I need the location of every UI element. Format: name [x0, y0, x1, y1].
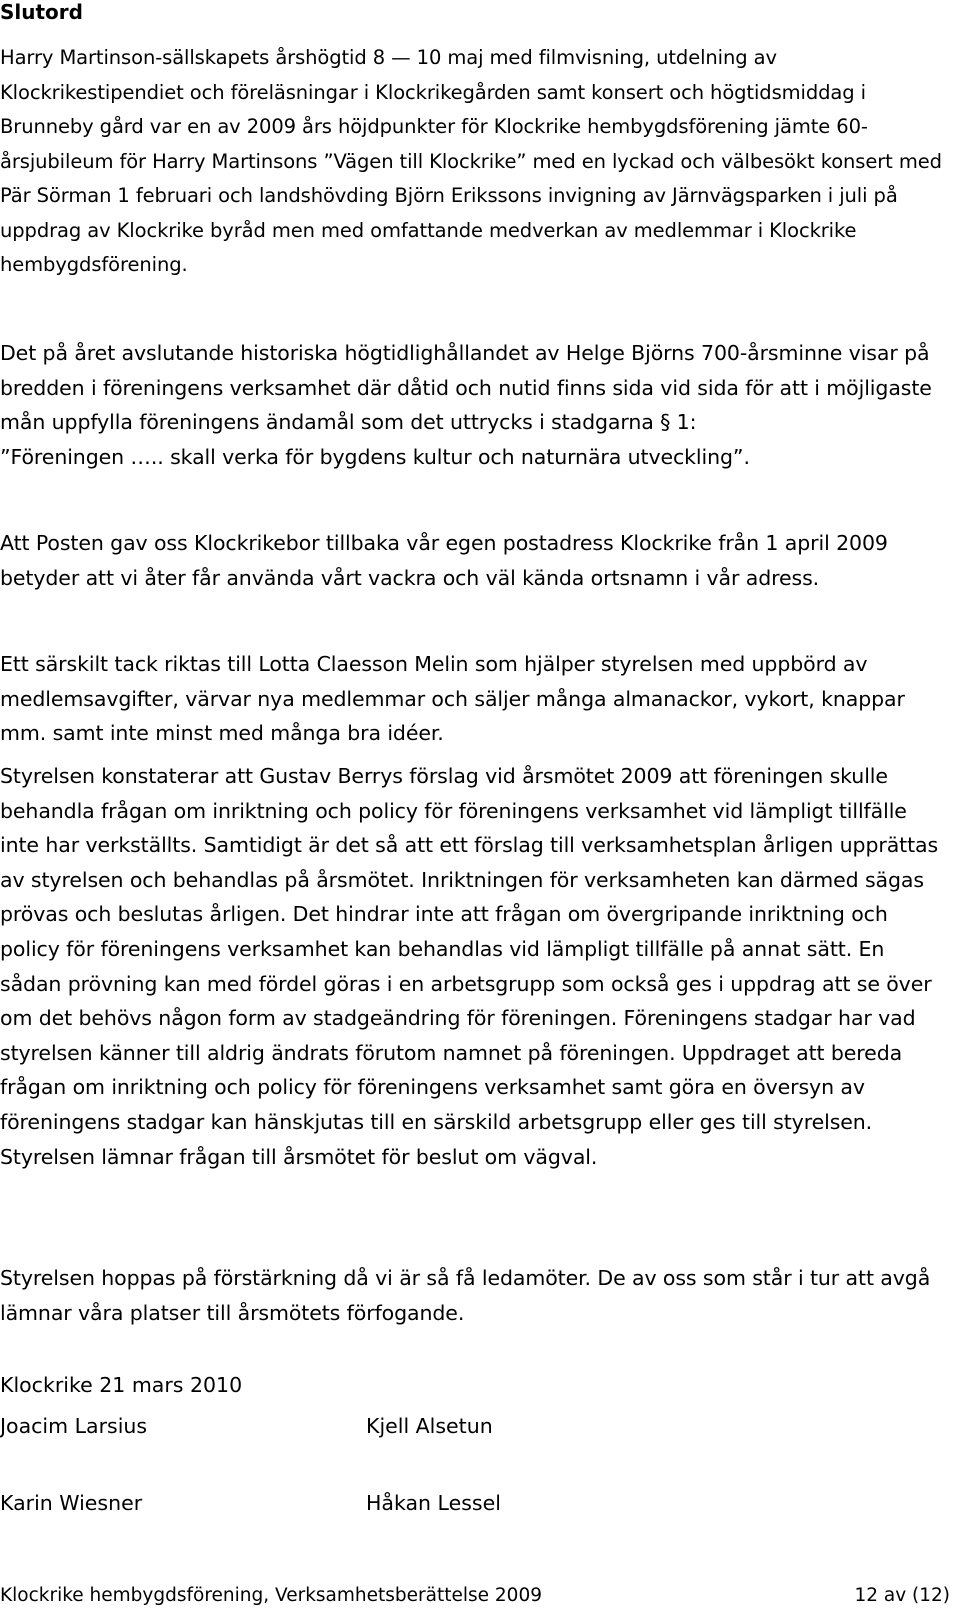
page-heading: Slutord	[0, 0, 83, 24]
footer-title: Klockrike hembygdsförening, Verksamhetsberättelse 2009	[0, 1585, 542, 1606]
signature-name: Kjell Alsetun	[366, 1414, 493, 1438]
signature-name: Håkan Lessel	[366, 1491, 501, 1515]
signature-name: Joacim Larsius	[0, 1414, 148, 1438]
page-footer	[0, 1582, 960, 1610]
place-date: Klockrike 21 mars 2010	[0, 1373, 243, 1397]
page-number: 12 av (12)	[854, 1585, 950, 1606]
paragraph-members: Styrelsen hoppas på förstärkning då vi är så få ledamöter. De av oss som står i tur att avgå lämnar våra platser till årsmötets förfogande.	[0, 1266, 931, 1325]
paragraph-helge-bjorn: Det på året avslutande historiska högtidlighållandet av Helge Björns 700-årsminne visar på bredden i föreningens verksamhet där dåtid och nutid finns sida vid sida för att i möjligaste mån uppfylla föreningens ändamål som det uttrycks i stadgarna § 1: ”Föreningen ….. skall verka för bygdens kultur och naturnära utveckling”.	[0, 341, 932, 469]
paragraph-policy: Styrelsen konstaterar att Gustav Berrys förslag vid årsmötet 2009 att föreningen skulle behandla frågan om inriktning och policy för föreningens verksamhet vid lämpligt tillfälle inte har verkställts. Samtidigt är det så att ett förslag till verksamhetsplan årligen upprättas av styrelsen och behandlas på årsmötet. Inriktningen för verksamheten kan därmed sägas prövas och beslutas årligen. Det hindrar inte att frågan om övergripande inriktning och policy för föreningens verksamhet kan behandlas vid lämpligt tillfälle på annat sätt. En sådan prövning kan med fördel göras i en arbetsgrupp som också ges i uppdrag att se över om det behövs någon form av stadgeändring för föreningen. Föreningens stadgar har vad styrelsen känner till aldrig ändrats förutom namnet på föreningen. Uppdraget att bereda frågan om inriktning och policy för föreningens verksamhet samt göra en översyn av föreningens stadgar kan hänskjutas till en särskild arbetsgrupp eller ges till styrelsen. Styrelsen lämnar frågan till årsmötet för beslut om vägval.	[0, 764, 939, 1169]
paragraph-thanks: Ett särskilt tack riktas till Lotta Claesson Melin som hjälper styrelsen med uppbörd av medlemsavgifter, värvar nya medlemmar och säljer många almanackor, vykort, knappar mm. samt inte minst med många bra idéer.	[0, 652, 905, 745]
signature-name: Karin Wiesner	[0, 1491, 143, 1515]
paragraph-events: Harry Martinson-sällskapets årshögtid 8 — 10 maj med filmvisning, utdelning av Klockrikestipendiet och föreläsningar i Klockrikegården samt konsert och högtidsmiddag i Brunneby gård var en av 2009 års höjdpunkter för Klockrike hembygdsförening jämte 60-årsjubileum för Harry Martinsons ”Vägen till Klockrike” med en lyckad och välbesökt konsert med Pär Sörman 1 februari och landshövding Björn Erikssons invigning av Järnvägsparken i juli på uppdrag av Klockrike byråd men med omfattande medverkan av medlemmar i Klockrike hembygdsförening.	[0, 46, 942, 276]
paragraph-postadress: Att Posten gav oss Klockrikebor tillbaka vår egen postadress Klockrike från 1 april 2009 betyder att vi åter får använda vårt vackra och väl kända ortsnamn i vår adress.	[0, 531, 888, 590]
